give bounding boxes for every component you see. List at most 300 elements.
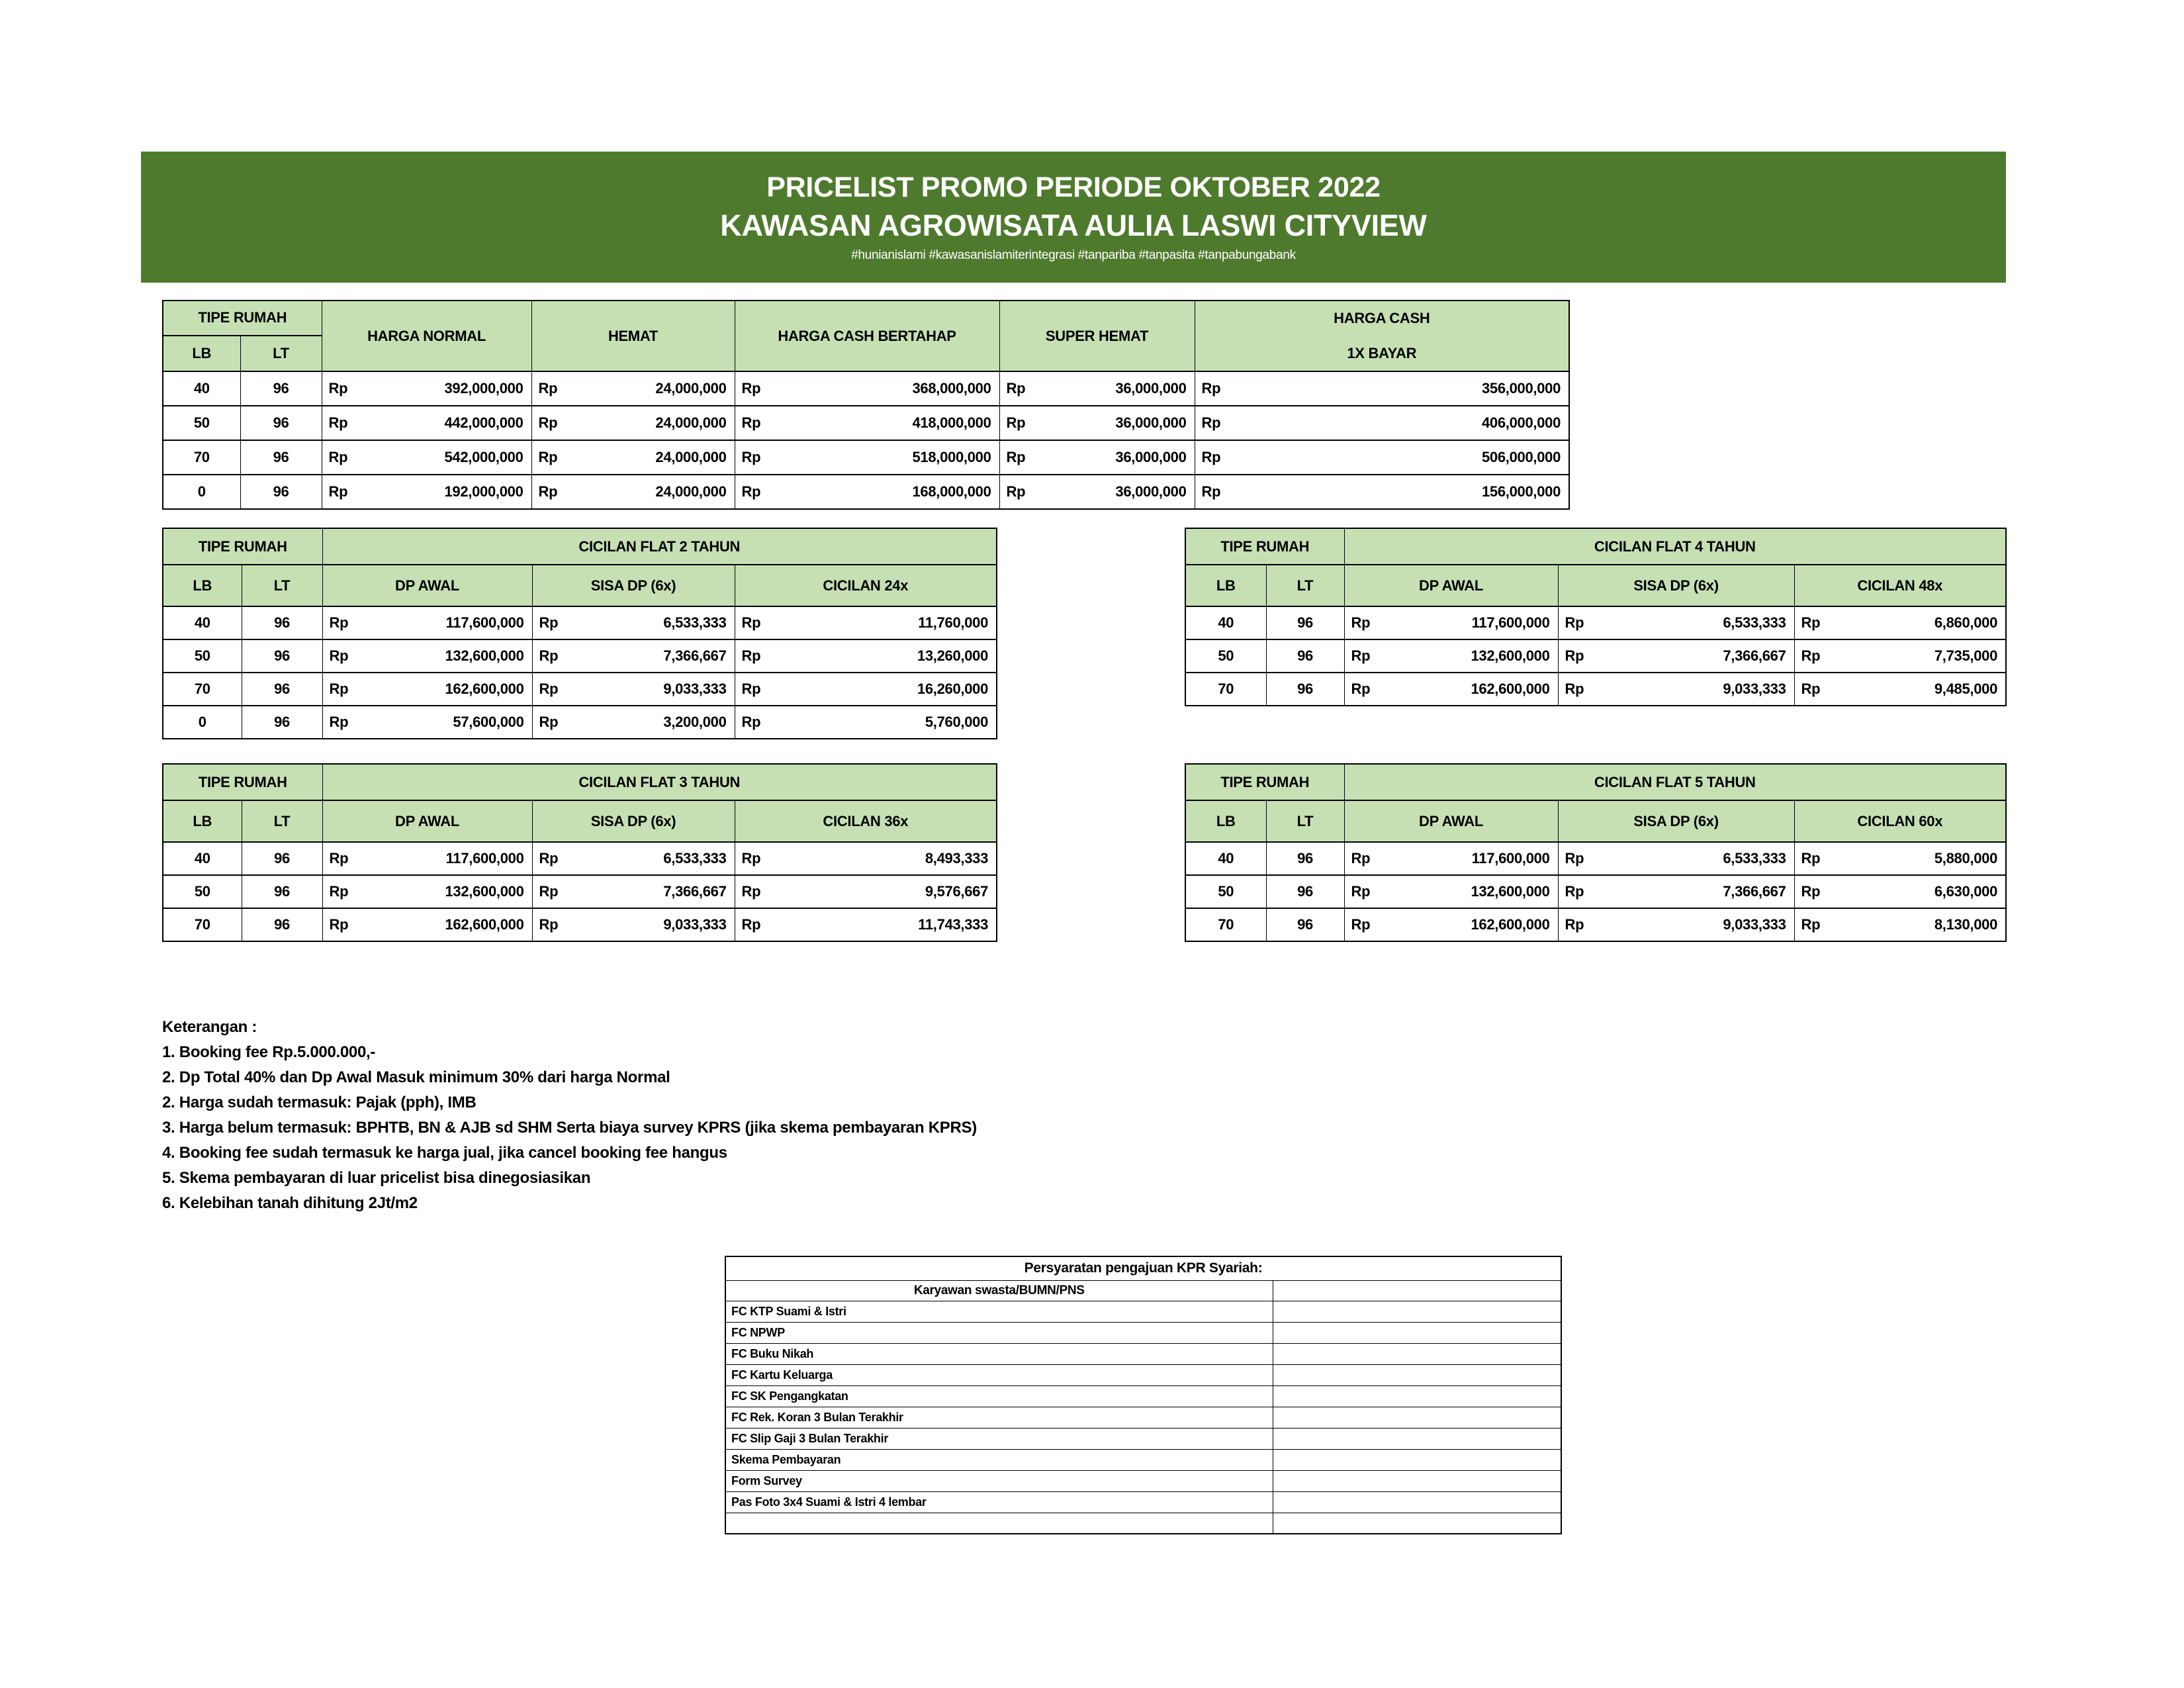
lt-header: LT xyxy=(242,565,322,606)
table-row xyxy=(163,639,997,673)
lb-cell: 50 xyxy=(163,406,240,440)
rp-label: Rp xyxy=(538,449,558,465)
dp-awal-cell xyxy=(1344,606,1558,639)
cicilan-header: CICILAN 48x xyxy=(1794,565,2006,606)
sisa-dp-cell xyxy=(532,673,735,706)
kpr-item-row xyxy=(725,1322,1561,1343)
lb-header: LB xyxy=(163,800,242,842)
rp-label: Rp xyxy=(1006,414,1026,431)
rp-label: Rp xyxy=(741,680,761,697)
rp-label: Rp xyxy=(1565,614,1584,631)
amount-value: 24,000,000 xyxy=(655,449,727,465)
cicilan-cell xyxy=(735,639,997,673)
lt-cell: 96 xyxy=(1266,875,1344,908)
table-header-row xyxy=(1185,764,2006,800)
kpr-item: FC Rek. Koran 3 Bulan Terakhir xyxy=(725,1407,1273,1428)
hemat-header: HEMAT xyxy=(531,301,735,371)
sisa-dp-cell xyxy=(532,706,735,739)
table-row xyxy=(163,406,1569,440)
kpr-subtitle: Karyawan swasta/BUMN/PNS xyxy=(725,1280,1273,1301)
lt-cell: 96 xyxy=(240,440,322,475)
amount-value: 162,600,000 xyxy=(1471,916,1550,933)
rp-label: Rp xyxy=(1351,850,1371,867)
cicilan-flat-4-tahun-table xyxy=(1185,528,2007,706)
super-hemat-cell xyxy=(999,475,1195,509)
amount-value: 518,000,000 xyxy=(912,449,991,465)
amount-value: 9,485,000 xyxy=(1934,680,1998,697)
table-header-row xyxy=(163,528,997,565)
rp-label: Rp xyxy=(328,449,348,465)
dp-awal-cell xyxy=(322,706,532,739)
lb-cell: 0 xyxy=(163,706,242,739)
sisa-dp-cell xyxy=(532,875,735,908)
rp-label: Rp xyxy=(329,883,349,900)
table-row xyxy=(1185,606,2006,639)
amount-value: 506,000,000 xyxy=(1481,449,1561,465)
lt-cell: 96 xyxy=(240,406,322,440)
lb-cell: 40 xyxy=(1185,606,1266,639)
cicilan-cell xyxy=(1794,875,2006,908)
harga-cash-bertahap-cell xyxy=(735,440,999,475)
harga-normal-cell xyxy=(322,371,531,406)
kpr-item-row xyxy=(725,1343,1561,1364)
amount-value: 7,366,667 xyxy=(663,647,727,664)
keterangan-item: 2. Dp Total 40% dan Dp Awal Masuk minimum 30% dari harga Normal xyxy=(162,1068,670,1086)
lb-header: LB xyxy=(163,565,242,606)
kpr-item: Skema Pembayaran xyxy=(725,1449,1273,1470)
lb-header: LB xyxy=(1185,565,1266,606)
rp-label: Rp xyxy=(1801,883,1821,900)
amount-value: 392,000,000 xyxy=(444,380,523,397)
hemat-cell xyxy=(531,406,735,440)
amount-value: 5,880,000 xyxy=(1934,850,1998,867)
lb-cell: 40 xyxy=(1185,842,1266,875)
harga-cash-label: HARGA CASH xyxy=(1334,310,1430,327)
lt-cell: 96 xyxy=(242,639,322,673)
amount-value: 6,533,333 xyxy=(663,850,727,867)
lb-cell: 50 xyxy=(1185,639,1266,673)
rp-label: Rp xyxy=(329,680,349,697)
table-row xyxy=(1185,842,2006,875)
hemat-cell xyxy=(531,475,735,509)
rp-label: Rp xyxy=(741,380,761,397)
rp-label: Rp xyxy=(1351,647,1371,664)
lt-cell: 96 xyxy=(242,875,322,908)
sisa-dp-header: SISA DP (6x) xyxy=(532,565,735,606)
kpr-check-cell xyxy=(1273,1322,1561,1343)
dp-awal-header: DP AWAL xyxy=(1344,565,1558,606)
rp-label: Rp xyxy=(741,483,761,500)
amount-value: 7,366,667 xyxy=(1723,647,1786,664)
kpr-subtitle-row xyxy=(725,1280,1561,1301)
rp-label: Rp xyxy=(741,449,761,465)
kpr-item: Pas Foto 3x4 Suami & Istri 4 lembar xyxy=(725,1491,1273,1513)
cicilan-cell xyxy=(735,706,997,739)
super-hemat-cell xyxy=(999,440,1195,475)
amount-value: 368,000,000 xyxy=(912,380,991,397)
super-hemat-cell xyxy=(999,371,1195,406)
kpr-check-cell xyxy=(1273,1364,1561,1385)
cicilan-cell xyxy=(1794,673,2006,706)
kpr-check-cell xyxy=(1273,1470,1561,1491)
rp-label: Rp xyxy=(538,414,558,431)
lt-cell: 96 xyxy=(1266,842,1344,875)
kpr-title: Persyaratan pengajuan KPR Syariah: xyxy=(725,1256,1561,1280)
kpr-check-cell xyxy=(1273,1428,1561,1449)
cicilan-cell xyxy=(1794,639,2006,673)
amount-value: 132,600,000 xyxy=(445,647,524,664)
sisa-dp-cell xyxy=(1558,639,1794,673)
lt-cell: 96 xyxy=(1266,639,1344,673)
kpr-item-row xyxy=(725,1491,1561,1513)
lb-cell: 40 xyxy=(163,606,242,639)
amount-value: 117,600,000 xyxy=(1471,850,1550,867)
amount-value: 16,260,000 xyxy=(917,680,989,697)
keterangan-item: 6. Kelebihan tanah dihitung 2Jt/m2 xyxy=(162,1194,418,1212)
amount-value: 132,600,000 xyxy=(1471,883,1550,900)
rp-label: Rp xyxy=(539,883,559,900)
kpr-title-row xyxy=(725,1256,1561,1280)
table-row xyxy=(163,842,997,875)
lb-cell: 0 xyxy=(163,475,240,509)
table-row xyxy=(163,875,997,908)
amount-value: 117,600,000 xyxy=(445,614,524,631)
rp-label: Rp xyxy=(329,614,349,631)
rp-label: Rp xyxy=(1565,647,1584,664)
cicilan-cell xyxy=(735,673,997,706)
amount-value: 6,630,000 xyxy=(1934,883,1998,900)
amount-value: 9,033,333 xyxy=(1723,916,1786,933)
rp-label: Rp xyxy=(328,483,348,500)
lt-cell: 96 xyxy=(1266,908,1344,941)
rp-label: Rp xyxy=(539,680,559,697)
table-row xyxy=(163,440,1569,475)
keterangan-item: 1. Booking fee Rp.5.000.000,- xyxy=(162,1043,376,1061)
rp-label: Rp xyxy=(329,647,349,664)
harga-normal-cell xyxy=(322,440,531,475)
kpr-item: FC NPWP xyxy=(725,1322,1273,1343)
dp-awal-cell xyxy=(1344,673,1558,706)
kpr-check-cell xyxy=(1273,1407,1561,1428)
cicilan-cell xyxy=(1794,908,2006,941)
kpr-check-cell xyxy=(1273,1491,1561,1513)
lt-cell: 96 xyxy=(240,475,322,509)
dp-awal-cell xyxy=(1344,639,1558,673)
amount-value: 36,000,000 xyxy=(1115,483,1187,500)
banner-title: PRICELIST PROMO PERIODE OKTOBER 2022 xyxy=(766,171,1381,203)
rp-label: Rp xyxy=(741,714,761,730)
kpr-check-cell xyxy=(1273,1280,1561,1301)
promo-banner xyxy=(141,152,2006,283)
rp-label: Rp xyxy=(329,850,349,867)
harga-normal-cell xyxy=(322,406,531,440)
kpr-check-cell xyxy=(1273,1449,1561,1470)
table-header-row xyxy=(163,301,1569,336)
table-row xyxy=(163,475,1569,509)
kpr-item: FC Kartu Keluarga xyxy=(725,1364,1273,1385)
amount-value: 9,033,333 xyxy=(1723,680,1786,697)
amount-value: 7,735,000 xyxy=(1934,647,1998,664)
amount-value: 192,000,000 xyxy=(444,483,523,500)
keterangan-heading: Keterangan : xyxy=(162,1018,257,1036)
lt-cell: 96 xyxy=(242,842,322,875)
rp-label: Rp xyxy=(329,916,349,933)
kpr-check-cell xyxy=(1273,1343,1561,1364)
kpr-item-row xyxy=(725,1470,1561,1491)
dp-awal-cell xyxy=(322,639,532,673)
rp-label: Rp xyxy=(539,714,559,730)
table-subheader-row xyxy=(163,565,997,606)
harga-cash-bertahap-cell xyxy=(735,371,999,406)
rp-label: Rp xyxy=(539,647,559,664)
super-hemat-header: SUPER HEMAT xyxy=(999,301,1195,371)
lb-cell: 70 xyxy=(163,673,242,706)
rp-label: Rp xyxy=(1801,614,1821,631)
lb-cell: 40 xyxy=(163,842,242,875)
lt-header: LT xyxy=(240,336,322,371)
keterangan-section xyxy=(162,1019,977,1221)
amount-value: 9,033,333 xyxy=(663,916,727,933)
amount-value: 36,000,000 xyxy=(1115,414,1187,431)
dp-awal-header: DP AWAL xyxy=(322,565,532,606)
hemat-cell xyxy=(531,371,735,406)
harga-cash-bertahap-cell xyxy=(735,406,999,440)
rp-label: Rp xyxy=(1201,449,1221,465)
rp-label: Rp xyxy=(539,614,559,631)
amount-value: 24,000,000 xyxy=(655,483,727,500)
amount-value: 36,000,000 xyxy=(1115,449,1187,465)
table-row xyxy=(1185,875,2006,908)
cicilan-cell xyxy=(735,842,997,875)
amount-value: 132,600,000 xyxy=(1471,647,1550,664)
amount-value: 9,576,667 xyxy=(925,883,989,900)
cicilan-cell xyxy=(735,875,997,908)
harga-normal-cell xyxy=(322,475,531,509)
kpr-item: FC KTP Suami & Istri xyxy=(725,1301,1273,1322)
lt-cell: 96 xyxy=(1266,673,1344,706)
amount-value: 442,000,000 xyxy=(444,414,523,431)
cicilan-flat-2-tahun-table xyxy=(162,528,997,739)
harga-cash-cell xyxy=(1195,475,1569,509)
cicilan-title: CICILAN FLAT 5 TAHUN xyxy=(1344,764,2006,800)
kpr-check-cell xyxy=(1273,1301,1561,1322)
lb-cell: 40 xyxy=(163,371,240,406)
lb-cell: 70 xyxy=(1185,673,1266,706)
harga-cash-cell xyxy=(1195,406,1569,440)
harga-cash-bertahap-cell xyxy=(735,475,999,509)
amount-value: 6,533,333 xyxy=(663,614,727,631)
amount-value: 162,600,000 xyxy=(445,916,524,933)
tipe-rumah-header: TIPE RUMAH xyxy=(1185,764,1344,800)
rp-label: Rp xyxy=(1351,614,1371,631)
amount-value: 13,260,000 xyxy=(917,647,989,664)
rp-label: Rp xyxy=(741,647,761,664)
cicilan-flat-5-tahun-table xyxy=(1185,763,2007,942)
sisa-dp-cell xyxy=(1558,875,1794,908)
amount-value: 356,000,000 xyxy=(1481,380,1561,397)
cicilan-cell xyxy=(1794,606,2006,639)
sisa-dp-cell xyxy=(532,606,735,639)
lb-header: LB xyxy=(1185,800,1266,842)
rp-label: Rp xyxy=(328,414,348,431)
amount-value: 162,600,000 xyxy=(1471,680,1550,697)
table-row xyxy=(163,706,997,739)
dp-awal-cell xyxy=(1344,908,1558,941)
kpr-item-row xyxy=(725,1428,1561,1449)
amount-value: 6,533,333 xyxy=(1723,850,1786,867)
harga-normal-header: HARGA NORMAL xyxy=(322,301,531,371)
dp-awal-header: DP AWAL xyxy=(322,800,532,842)
cicilan-cell xyxy=(735,606,997,639)
harga-cash-cell xyxy=(1195,371,1569,406)
main-price-table xyxy=(162,300,1570,510)
amount-value: 8,493,333 xyxy=(925,850,989,867)
amount-value: 117,600,000 xyxy=(445,850,524,867)
sisa-dp-header: SISA DP (6x) xyxy=(532,800,735,842)
kpr-item: FC Buku Nikah xyxy=(725,1343,1273,1364)
amount-value: 57,600,000 xyxy=(453,714,524,730)
rp-label: Rp xyxy=(1351,916,1371,933)
amount-value: 36,000,000 xyxy=(1115,380,1187,397)
rp-label: Rp xyxy=(539,916,559,933)
rp-label: Rp xyxy=(1801,647,1821,664)
amount-value: 3,200,000 xyxy=(663,714,727,730)
kpr-item-row xyxy=(725,1385,1561,1407)
tipe-rumah-header: TIPE RUMAH xyxy=(1185,528,1344,565)
sisa-dp-header: SISA DP (6x) xyxy=(1558,800,1794,842)
amount-value: 117,600,000 xyxy=(1471,614,1550,631)
rp-label: Rp xyxy=(1201,414,1221,431)
rp-label: Rp xyxy=(1801,916,1821,933)
rp-label: Rp xyxy=(1201,380,1221,397)
sisa-dp-cell xyxy=(532,842,735,875)
rp-label: Rp xyxy=(1565,883,1584,900)
lt-cell: 96 xyxy=(240,371,322,406)
lb-cell: 50 xyxy=(1185,875,1266,908)
rp-label: Rp xyxy=(1565,850,1584,867)
rp-label: Rp xyxy=(1006,449,1026,465)
kpr-item: FC Slip Gaji 3 Bulan Terakhir xyxy=(725,1428,1273,1449)
table-header-row xyxy=(163,764,997,800)
table-header-row xyxy=(1185,528,2006,565)
hemat-cell xyxy=(531,440,735,475)
table-row xyxy=(1185,673,2006,706)
kpr-item-row xyxy=(725,1364,1561,1385)
lt-header: LT xyxy=(1266,800,1344,842)
lb-header: LB xyxy=(163,336,240,371)
rp-label: Rp xyxy=(741,414,761,431)
banner-subtitle: KAWASAN AGROWISATA AULIA LASWI CITYVIEW xyxy=(720,208,1427,242)
lt-cell: 96 xyxy=(242,908,322,941)
rp-label: Rp xyxy=(1006,380,1026,397)
harga-cash-bertahap-header: HARGA CASH BERTAHAP xyxy=(735,301,999,371)
table-row xyxy=(163,606,997,639)
rp-label: Rp xyxy=(538,380,558,397)
lb-cell: 70 xyxy=(1185,908,1266,941)
amount-value: 406,000,000 xyxy=(1481,414,1561,431)
table-row xyxy=(1185,639,2006,673)
rp-label: Rp xyxy=(1565,680,1584,697)
1x-bayar-label: 1X BAYAR xyxy=(1347,344,1417,361)
sisa-dp-cell xyxy=(1558,673,1794,706)
dp-awal-cell xyxy=(1344,842,1558,875)
lb-cell: 50 xyxy=(163,639,242,673)
dp-awal-cell xyxy=(322,875,532,908)
rp-label: Rp xyxy=(328,380,348,397)
amount-value: 156,000,000 xyxy=(1481,483,1561,500)
cicilan-header: CICILAN 24x xyxy=(735,565,997,606)
amount-value: 7,366,667 xyxy=(663,883,727,900)
cicilan-cell xyxy=(735,908,997,941)
cicilan-header: CICILAN 60x xyxy=(1794,800,2006,842)
sisa-dp-cell xyxy=(532,908,735,941)
banner-hashtags: #hunianislami #kawasanislamiterintegrasi #tanpariba #tanpasita #tanpabungabank xyxy=(851,248,1296,262)
dp-awal-cell xyxy=(322,842,532,875)
lt-cell: 96 xyxy=(242,606,322,639)
dp-awal-header: DP AWAL xyxy=(1344,800,1558,842)
harga-cash-header xyxy=(1195,301,1569,371)
rp-label: Rp xyxy=(1801,680,1821,697)
keterangan-item: 2. Harga sudah termasuk: Pajak (pph), IMB xyxy=(162,1094,477,1111)
lb-cell: 50 xyxy=(163,875,242,908)
rp-label: Rp xyxy=(741,916,761,933)
harga-cash-cell xyxy=(1195,440,1569,475)
keterangan-item: 4. Booking fee sudah termasuk ke harga jual, jika cancel booking fee hangus xyxy=(162,1144,727,1162)
table-subheader-row xyxy=(1185,800,2006,842)
lb-cell: 70 xyxy=(163,440,240,475)
lt-cell: 96 xyxy=(242,673,322,706)
tipe-rumah-header: TIPE RUMAH xyxy=(163,764,322,800)
rp-label: Rp xyxy=(539,850,559,867)
rp-label: Rp xyxy=(1351,680,1371,697)
amount-value: 11,743,333 xyxy=(918,916,989,933)
rp-label: Rp xyxy=(1565,916,1584,933)
kpr-check-cell xyxy=(1273,1385,1561,1407)
rp-label: Rp xyxy=(1201,483,1221,500)
amount-value: 418,000,000 xyxy=(912,414,991,431)
dp-awal-cell xyxy=(322,606,532,639)
amount-value: 24,000,000 xyxy=(655,414,727,431)
rp-label: Rp xyxy=(1006,483,1026,500)
kpr-syariah-table xyxy=(725,1256,1562,1534)
amount-value: 168,000,000 xyxy=(912,483,991,500)
rp-label: Rp xyxy=(538,483,558,500)
rp-label: Rp xyxy=(1351,883,1371,900)
kpr-item-row xyxy=(725,1301,1561,1322)
kpr-item-row xyxy=(725,1449,1561,1470)
rp-label: Rp xyxy=(741,614,761,631)
amount-value: 7,366,667 xyxy=(1723,883,1786,900)
keterangan-item: 3. Harga belum termasuk: BPHTB, BN & AJB sd SHM Serta biaya survey KPRS (jika skema pembayaran KPRS) xyxy=(162,1119,977,1137)
table-row xyxy=(163,673,997,706)
rp-label: Rp xyxy=(1801,850,1821,867)
rp-label: Rp xyxy=(741,883,761,900)
keterangan-item: 5. Skema pembayaran di luar pricelist bisa dinegosiasikan xyxy=(162,1169,591,1187)
amount-value: 8,130,000 xyxy=(1934,916,1998,933)
kpr-item-row xyxy=(725,1513,1561,1534)
cicilan-cell xyxy=(1794,842,2006,875)
lt-header: LT xyxy=(1266,565,1344,606)
amount-value: 5,760,000 xyxy=(925,714,989,730)
dp-awal-cell xyxy=(1344,875,1558,908)
table-row xyxy=(163,908,997,941)
amount-value: 6,533,333 xyxy=(1723,614,1786,631)
sisa-dp-cell xyxy=(1558,606,1794,639)
table-row xyxy=(163,371,1569,406)
cicilan-header: CICILAN 36x xyxy=(735,800,997,842)
kpr-item xyxy=(725,1513,1273,1534)
amount-value: 24,000,000 xyxy=(655,380,727,397)
